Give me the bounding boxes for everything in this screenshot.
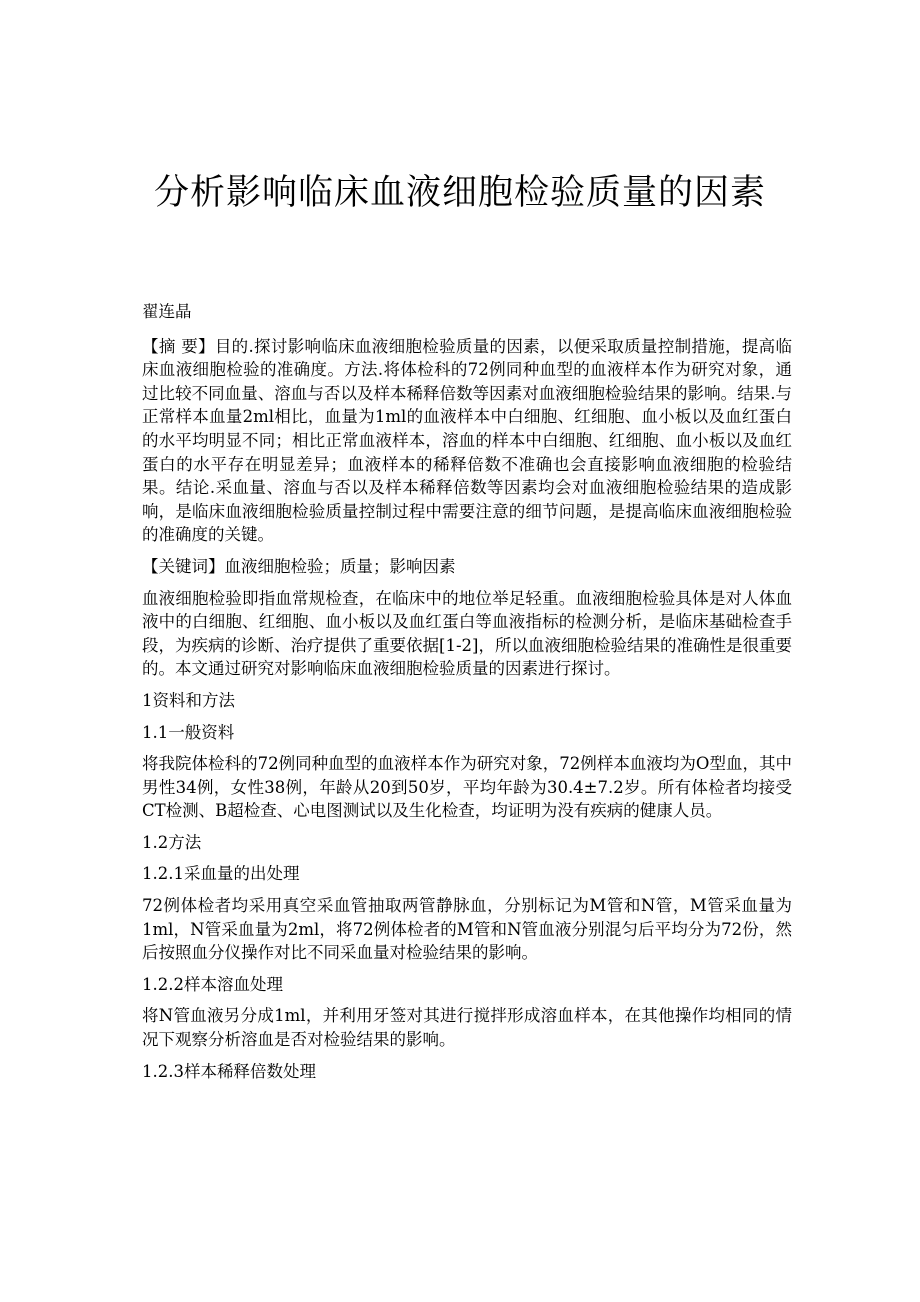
section-heading-1: 1资料和方法 (142, 690, 235, 710)
section-1-2-1-paragraph: 72例体检者均采用真空采血管抽取两管静脉血，分别标记为M管和N管，M管采血量为1ml，N管采血量为2ml，将72例体检者的M管和N管血液分别混匀后平均分为72份，然后按照血分仪操作对比不同采血量对检验结果的影响。 (142, 896, 792, 963)
section-heading-1-2-3: 1.2.3样本稀释倍数处理 (142, 1061, 316, 1081)
intro-paragraph: 血液细胞检验即指血常规检查，在临床中的地位举足轻重。血液细胞检验具体是对人体血液中的白细胞、红细胞、血小板以及血红蛋白等血液指标的检测分析，是临床基础检查手段，为疾病的诊断、治疗提供了重要依据[1-2]，所以血液细胞检验结果的准确性是很重要的。本文通过研究对影响临床血液细胞检验质量的因素进行探讨。 (142, 588, 792, 679)
section-heading-1-1: 1.1一般资料 (142, 722, 235, 742)
abstract: 【摘 要】目的.探讨影响临床血液细胞检验质量的因素，以便采取质量控制措施，提高临床血液细胞检验的准确度。方法.将体检科的72例同种血型的血液样本作为研究对象，通过比较不同血量、溶血与否以及样本稀释倍数等因素对血液细胞检验结果的影响。结果.与正常样本血量2ml相比，血量为1ml的血液样本中白细胞、红细胞、血小板以及血红蛋白的水平均明显不同；相比正常血液样本，溶血的样本中白细胞、红细胞、血小板以及血红蛋白的水平存在明显差异；血液样本的稀释倍数不准确也会直接影响血液细胞的检验结果。结论.采血量、溶血与否以及样本稀释倍数等因素均会对血液细胞检验结果的造成影响，是临床血液细胞检验质量控制过程中需要注意的细节问题，是提高临床血液细胞检验的准确度的关键。 (142, 336, 792, 545)
article-body (142, 300, 792, 1091)
section-1-1-paragraph: 将我院体检科的72例同种血型的血液样本作为研究对象，72例样本血液均为O型血，其中男性34例，女性38例，年龄从20到50岁，平均年龄为30.4±7.2岁。所有体检者均接受CT检测、B超检查、心电图测试以及生化检查，均证明为没有疾病的健康人员。 (142, 754, 792, 821)
author: 翟连晶 (142, 302, 192, 321)
section-heading-1-2-2: 1.2.2样本溶血处理 (142, 974, 283, 994)
section-heading-1-2-1: 1.2.1采血量的出处理 (142, 864, 300, 884)
page-title: 分析影响临床血液细胞检验质量的因素 (153, 173, 766, 213)
section-1-2-2-paragraph: 将N管血液另分成1ml，并利用牙签对其进行搅拌形成溶血样本，在其他操作均相同的情况下观察分析溶血是否对检验结果的影响。 (142, 1006, 792, 1050)
keywords: 【关键词】血液细胞检验；质量；影响因素 (142, 556, 456, 576)
section-heading-1-2: 1.2方法 (142, 832, 202, 852)
